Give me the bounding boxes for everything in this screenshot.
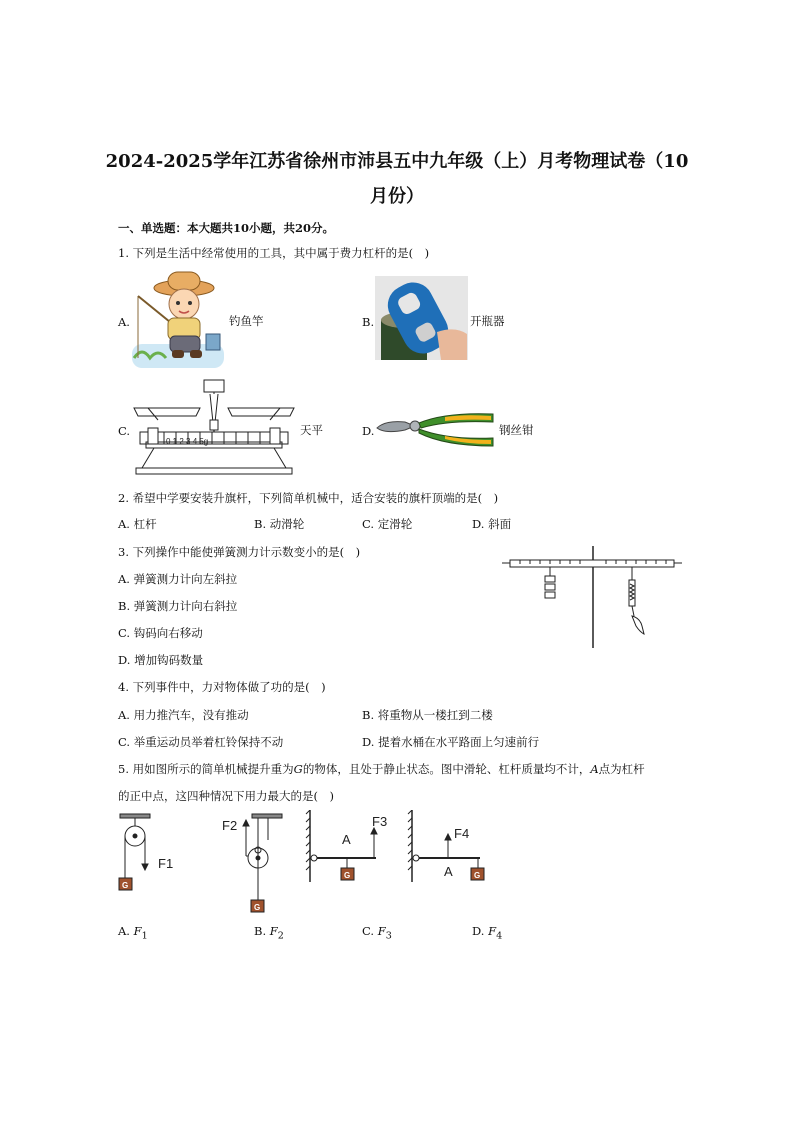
weight-g-fig2: G xyxy=(254,903,261,912)
section-heading: 一、单选题：本大题共10小题，共20分。 xyxy=(118,221,335,235)
label-f4: F4 xyxy=(454,826,470,841)
fishing-boy-image xyxy=(132,266,224,368)
q1-option-d-letter: D. xyxy=(362,424,375,438)
q1-option-a-label: 钓鱼竿 xyxy=(229,314,264,328)
q5-option-c-sub: 3 xyxy=(385,930,392,942)
label-a-fig3: A xyxy=(342,832,351,847)
label-a-fig4: A xyxy=(444,864,453,879)
q5-option-b-letter: B. xyxy=(254,924,267,938)
page-title-line2: 月份） xyxy=(370,186,424,207)
q4-option-d: D. 提着水桶在水平路面上匀速前行 xyxy=(362,735,540,749)
q1-option-b-letter: B. xyxy=(362,315,375,329)
q5-stem-var-g: G xyxy=(293,762,303,776)
q3-option-c: C. 钩码向右移动 xyxy=(118,626,203,640)
q5-option-a-var: F xyxy=(133,924,142,938)
q2-option-d: D. 斜面 xyxy=(472,517,512,531)
balance-scale-numbers: 0 1 2 3 4 5g xyxy=(166,437,209,446)
q3-option-d: D. 增加钩码数量 xyxy=(118,653,204,667)
q5-option-c-letter: C. xyxy=(362,924,375,938)
q5-stem-text-b: 的物体，且处于静止状态。图中滑轮、杠杆质量均不计， xyxy=(302,762,591,776)
q5-option-d-sub: 4 xyxy=(496,930,503,942)
q5-stem-text-c: 点为杠杆 xyxy=(598,762,645,776)
q5-option-a xyxy=(118,924,148,941)
question-3-stem: 3. 下列操作中能使弹簧测力计示数变小的是( ) xyxy=(118,545,361,559)
q5-option-d-var: F xyxy=(488,924,497,938)
q2-option-c: C. 定滑轮 xyxy=(362,517,413,531)
q5-option-b-sub: 2 xyxy=(277,930,284,942)
q5-option-a-sub: 1 xyxy=(141,930,148,942)
question-4-stem: 4. 下列事件中，力对物体做了功的是( ) xyxy=(118,680,326,694)
q1-option-d-label: 钢丝钳 xyxy=(499,423,534,437)
q5-stem-var-a: A xyxy=(590,762,599,776)
q5-option-d xyxy=(472,924,502,941)
q5-option-a-letter: A. xyxy=(118,924,130,938)
label-f2: F2 xyxy=(222,818,238,833)
question-5-stem-line1 xyxy=(118,761,645,777)
q5-option-c xyxy=(362,924,392,941)
q1-option-b-label: 开瓶器 xyxy=(470,314,505,328)
q5-option-b xyxy=(254,924,284,941)
question-1-stem: 1. 下列是生活中经常使用的工具，其中属于费力杠杆的是( ) xyxy=(118,246,430,260)
q1-option-a-letter: A. xyxy=(118,315,130,329)
q5-option-c-var: F xyxy=(377,924,386,938)
q2-option-a: A. 杠杆 xyxy=(118,517,157,531)
lever-spring-scale-diagram xyxy=(500,546,684,650)
question-2-stem: 2. 希望中学要安装升旗杆，下列简单机械中，适合安装的旗杆顶端的是( ) xyxy=(118,491,499,505)
simple-machines-figures xyxy=(110,810,500,914)
q1-option-c-letter: C. xyxy=(118,424,131,438)
question-5-stem-line2: 的正中点，这四种情况下用力最大的是( ) xyxy=(118,789,334,803)
q4-option-a: A. 用力推汽车，没有推动 xyxy=(118,708,249,722)
q1-option-c-label: 天平 xyxy=(300,423,323,437)
weight-g-fig1: G xyxy=(122,881,129,890)
q5-option-b-var: F xyxy=(269,924,278,938)
page-title-line1: 2024-2025学年江苏省徐州市沛县五中九年级（上）月考物理试卷（10 xyxy=(105,151,689,172)
weight-g-fig3: G xyxy=(344,871,351,880)
label-f1: F1 xyxy=(158,856,174,871)
label-f3: F3 xyxy=(372,814,388,829)
pliers-image xyxy=(375,408,497,448)
balance-scale-image xyxy=(130,376,298,476)
q3-option-b: B. 弹簧测力计向右斜拉 xyxy=(118,599,238,613)
weight-g-fig4: G xyxy=(474,871,481,880)
q2-option-b: B. 动滑轮 xyxy=(254,517,305,531)
q4-option-b: B. 将重物从一楼扛到二楼 xyxy=(362,708,493,722)
bottle-opener-image xyxy=(375,276,468,360)
q3-option-a: A. 弹簧测力计向左斜拉 xyxy=(118,572,238,586)
q5-option-d-letter: D. xyxy=(472,924,485,938)
q4-option-c: C. 举重运动员举着杠铃保持不动 xyxy=(118,735,284,749)
q5-stem-text-a: 5. 用如图所示的简单机械提升重为 xyxy=(118,762,294,776)
